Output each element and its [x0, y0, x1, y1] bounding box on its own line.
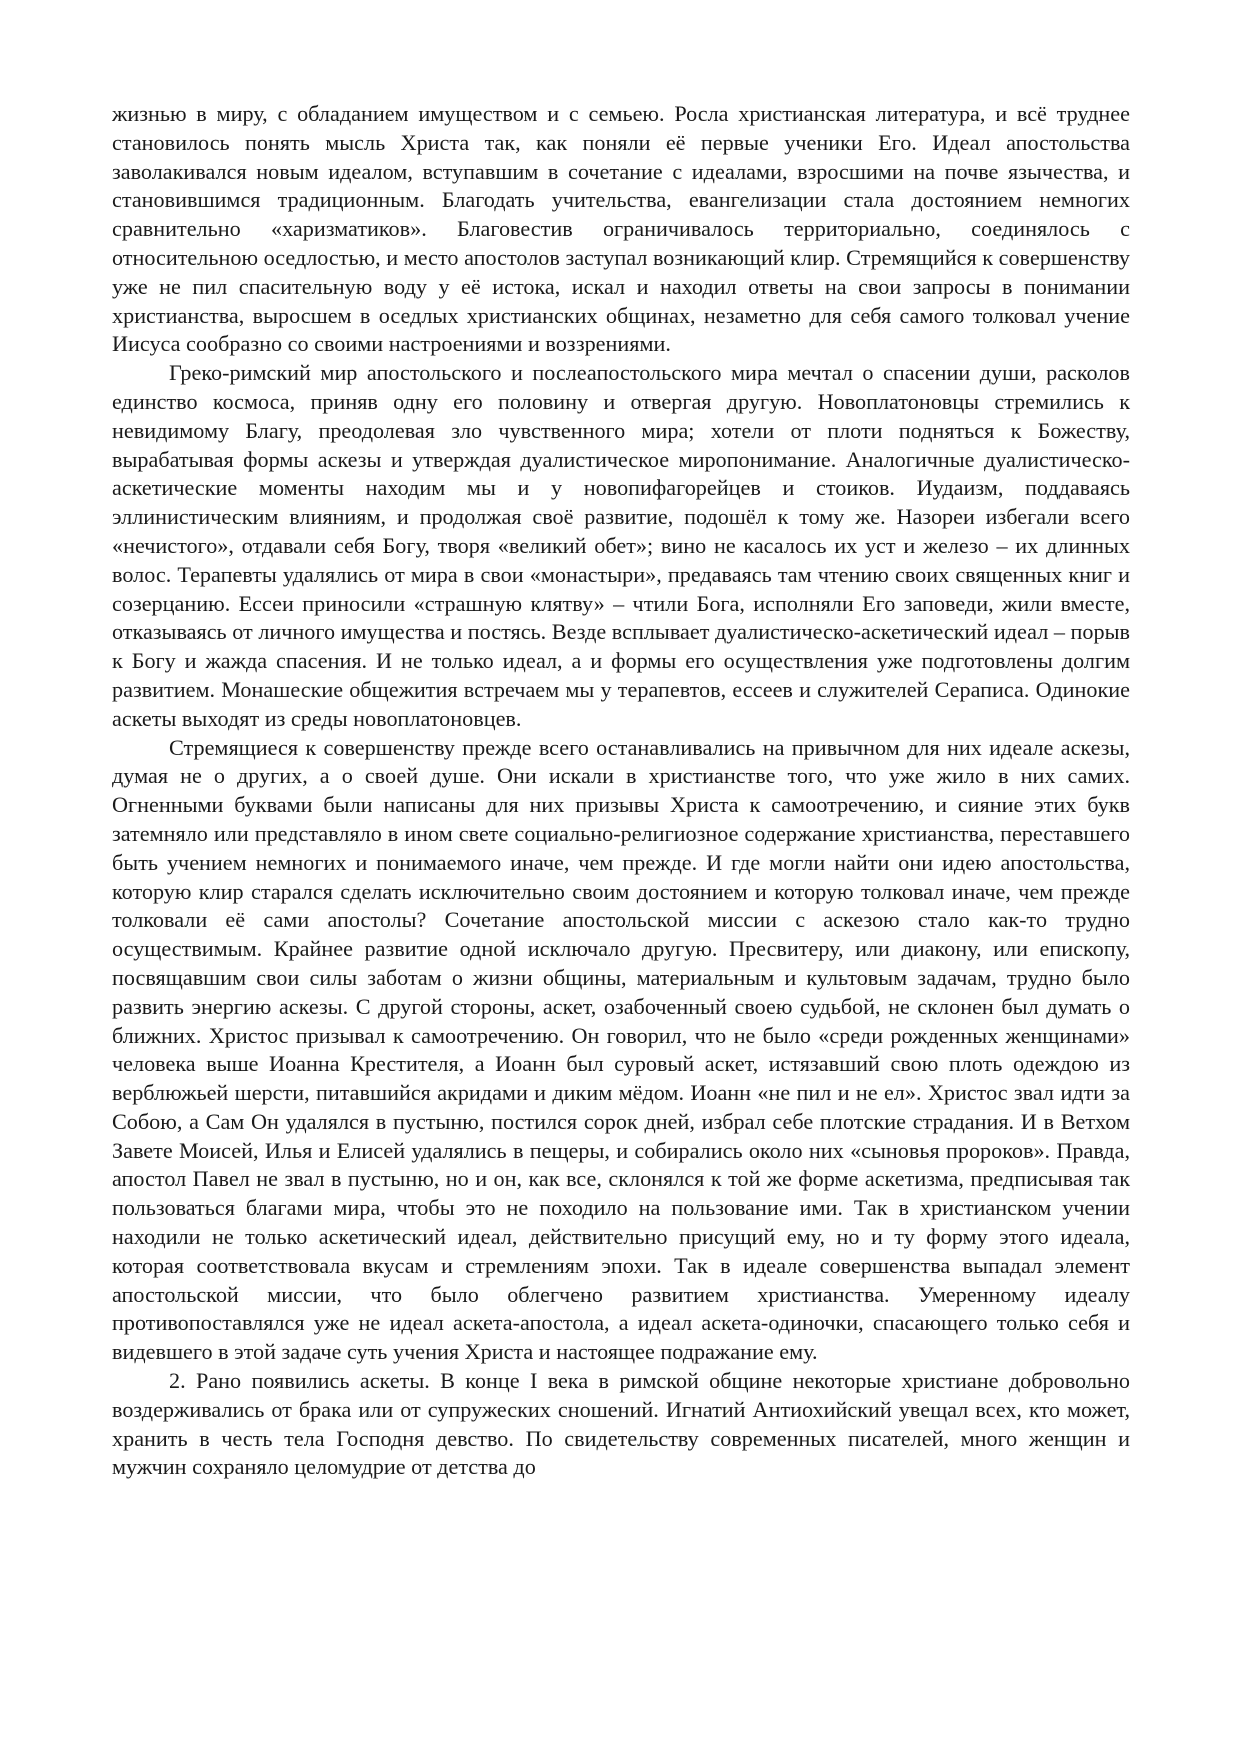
body-text: [112, 100, 1130, 1482]
paragraph-early-ascetics: 2. Рано появились аскеты. В конце I века в римской общине некоторые христиане добровольно воздерживались от брака или от супружеских сношений. Игнатий Антиохийский увещал всех, кто может, хранить в честь тела Господня девство. По свидетельству современных писателей, много женщин и мужчин сохраняло целомудрие от детства до: [112, 1368, 1130, 1480]
paragraph-greco-roman-world: Греко-римский мир апостольского и послеапостольского мира мечтал о спасении души, расколов единство космоса, приняв одну его половину и отвергая другую. Новоплатоновцы стремились к невидимому Благу, преодолевая зло чувственного мира; хотели от плоти подняться к Божеству, вырабатывая формы аскезы и утверждая дуалистическое миропонимание. Аналогичные дуалистическо-аскетические моменты находим мы и у новопифагорейцев и стоиков. Иудаизм, поддаваясь эллинистическим влияниям, и продолжая своё развитие, подошёл к тому же. Назореи избегали всего «нечистого», отдавали себя Богу, творя «великий обет»; вино не касалось их уст и железо – их длинных волос. Терапевты удалялись от мира в свои «монастыри», предаваясь там чтению своих священных книг и созерцанию. Ессеи приносили «страшную клятву» – чтили Бога, исполняли Его заповеди, жили вместе, отказываясь от личного имущества и постясь. Везде всплывает дуалистическо-аскетический идеал – порыв к Богу и жажда спасения. И не только идеал, а и формы его осуществления уже подготовлены долгим развитием. Монашеские общежития встречаем мы у терапевтов, ессеев и служителей Сераписа. Одинокие аскеты выходят из среды новоплатоновцев.: [112, 360, 1130, 731]
paragraph-continuation: жизнью в миру, с обладанием имуществом и с семьею. Росла христианская литература, и всё труднее становилось понять мысль Христа так, как поняли её первые ученики Его. Идеал апостольства заволакивался новым идеалом, вступавшим в сочетание с идеалами, взросшими на почве язычества, и становившимся традиционным. Благодать учительства, евангелизации стала достоянием немногих сравнительно «харизматиков». Благовестив ограничивалось территориально, соединялось с относительною оседлостью, и место апостолов заступал возникающий клир. Стремящийся к совершенству уже не пил спасительную воду у её истока, искал и находил ответы на свои запросы в понимании христианства, выросшем в оседлых христианских общинах, незаметно для себя самого толковал учение Иисуса сообразно со своими настроениями и воззрениями.: [112, 101, 1130, 357]
paragraph-perfection-seekers: Стремящиеся к совершенству прежде всего останавливались на привычном для них идеале аскезы, думая не о других, а о своей душе. Они искали в христианстве того, что уже жило в них самих. Огненными буквами были написаны для них призывы Христа к самоотречению, и сияние этих букв затемняло или представляло в ином свете социально-религиозное содержание христианства, переставшего быть учением немногих и понимаемого иначе, чем прежде. И где могли найти они идею апостольства, которую клир старался сделать исключительно своим достоянием и которую толковал иначе, чем прежде толковали её сами апостолы? Сочетание апостольской миссии с аскезою стало как-то трудно осуществимым. Крайнее развитие одной исключало другую. Пресвитеру, или диакону, или епископу, посвящавшим свои силы заботам о жизни общины, материальным и культовым задачам, трудно было развить энергию аскезы. С другой стороны, аскет, озабоченный своею судьбой, не склонен был думать о ближних. Христос призывал к самоотречению. Он говорил, что не было «среди рожденных женщинами» человека выше Иоанна Крестителя, а Иоанн был суровый аскет, истязавший свою плоть одеждою из верблюжьей шерсти, питавшийся акридами и диким мёдом. Иоанн «не пил и не ел». Христос звал идти за Собою, а Сам Он удалялся в пустыню, постился сорок дней, избрал себе плотские страдания. И в Ветхом Завете Моисей, Илья и Елисей удалялись в пещеры, и собирались около них «сыновья пророков». Правда, апостол Павел не звал в пустыню, но и он, как все, склонялся к той же форме аскетизма, предписывая так пользоваться благами мира, чтобы это не походило на пользование ими. Так в христианском учении находили не только аскетический идеал, действительно присущий ему, но и ту форму этого идеала, которая соответствовала вкусам и стремлениям эпохи. Так в идеале совершенства выпадал элемент апостольской миссии, что было облегчено развитием христианства. Умеренному идеалу противопоставлялся уже не идеал аскета-апостола, а идеал аскета-одиночки, спасающего только себя и видевшего в этой задаче суть учения Христа и настоящее подражание ему.: [112, 734, 1130, 1365]
